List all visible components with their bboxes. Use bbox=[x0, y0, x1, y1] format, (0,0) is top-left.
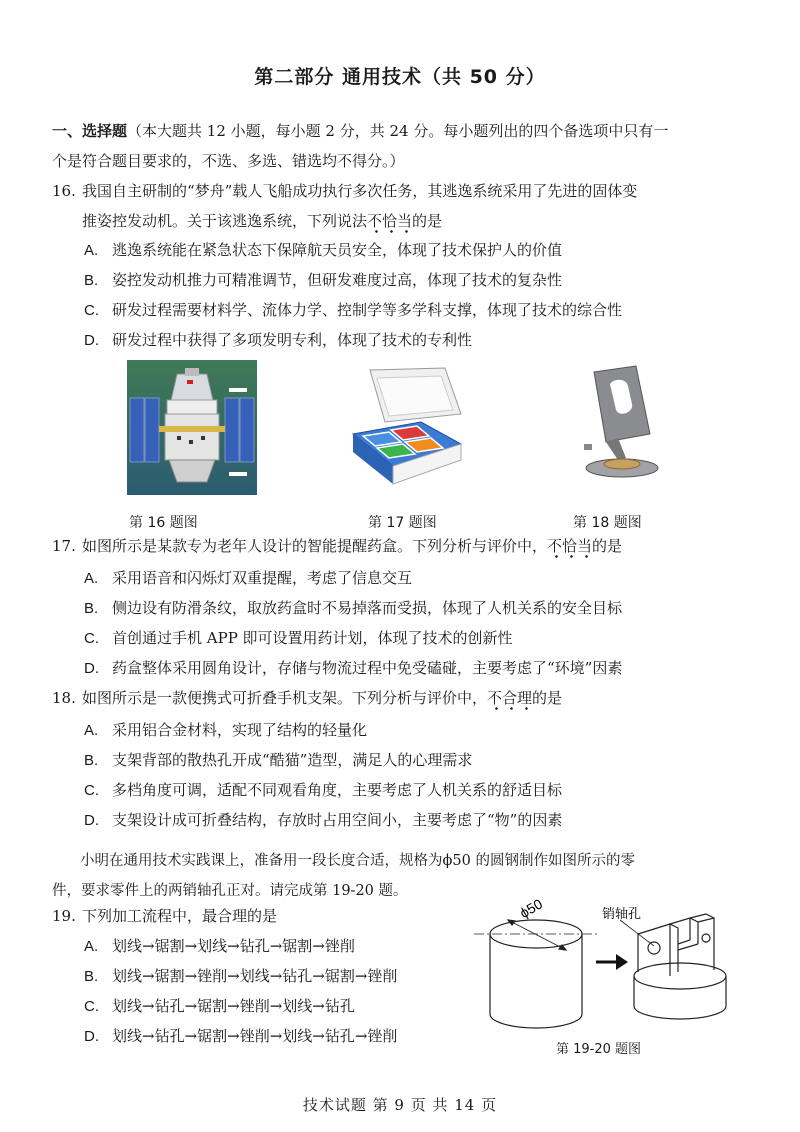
option-17-b[interactable]: B. 侧边设有防滑条纹，取放药盒时不易掉落而受损，体现了人机关系的安全目标 bbox=[84, 599, 623, 617]
option-16-c[interactable]: C. 研发过程需要材料学、流体力学、控制学等多学科支撑，体现了技术的综合性 bbox=[84, 301, 623, 319]
question-18: 18. 如图所示是一款便携式可折叠手机支架。下列分析与评价中，不合理的是 bbox=[52, 683, 752, 713]
question-19-20-intro: 小明在通用技术实践课上，准备用一段长度合适，规格为ϕ50 的圆钢制作如图所示的零 件，要求零件上的两销轴孔正对。请完成第 19-20 题。 bbox=[52, 853, 635, 899]
option-18-c[interactable]: C. 多档角度可调，适配不同观看角度，主要考虑了人机关系的舒适目标 bbox=[84, 781, 563, 799]
question-number: 16. bbox=[52, 182, 76, 200]
option-16-a[interactable]: A. 逃逸系统能在紧急状态下保障航天员安全，体现了技术保护人的价值 bbox=[84, 241, 563, 259]
pill-box-image bbox=[345, 366, 465, 496]
figure-16-caption: 第 16 题图 bbox=[129, 515, 198, 531]
question-number: 17. bbox=[52, 537, 76, 555]
question-number: 18. bbox=[52, 689, 76, 707]
figure-17-caption: 第 17 题图 bbox=[368, 515, 437, 531]
figure-19-20-caption: 第 19-20 题图 bbox=[556, 1042, 642, 1057]
question-19: 19. 下列加工流程中，最合理的是 bbox=[52, 901, 472, 931]
part-drawing bbox=[470, 890, 760, 1050]
figure-18-caption: 第 18 题图 bbox=[573, 515, 642, 531]
option-19-d[interactable]: D. 划线→钻孔→锯割→锉削→划线→钻孔→锉削 bbox=[84, 1027, 398, 1045]
option-18-a[interactable]: A. 采用铝合金材料，实现了结构的轻量化 bbox=[84, 721, 368, 739]
option-16-b[interactable]: B. 姿控发动机推力可精准调节，但研发难度过高，体现了技术的复杂性 bbox=[84, 271, 563, 289]
section-title: 一、选择题 bbox=[52, 122, 128, 140]
emphasis-text: 不恰当 bbox=[547, 537, 593, 555]
option-17-c[interactable]: C. 首创通过手机 APP 即可设置用药计划，体现了技术的创新性 bbox=[84, 629, 513, 647]
diameter-label: ϕ50 bbox=[516, 895, 546, 922]
question-number: 19. bbox=[52, 907, 76, 925]
question-16 bbox=[52, 176, 752, 236]
question-stem-line1: 我国自主研制的“梦舟”载人飞船成功执行多次任务，其逃逸系统采用了先进的固体变 bbox=[82, 182, 638, 200]
option-18-d[interactable]: D. 支架设计成可折叠结构，存放时占用空间小，主要考虑了“物”的因素 bbox=[84, 811, 563, 829]
phone-stand-image bbox=[566, 364, 666, 489]
section-heading bbox=[52, 116, 752, 176]
option-19-c[interactable]: C. 划线→钻孔→锯割→锉削→划线→钻孔 bbox=[84, 997, 355, 1015]
option-19-b[interactable]: B. 划线→锯割→锉削→划线→钻孔→锯割→锉削 bbox=[84, 967, 398, 985]
option-17-d[interactable]: D. 药盒整体采用圆角设计，存储与物流过程中免受磕碰，主要考虑了“环境”因素 bbox=[84, 659, 623, 677]
option-17-a[interactable]: A. 采用语音和闪烁灯双重提醒，考虑了信息交互 bbox=[84, 569, 413, 587]
question-17: 17. 如图所示是某款专为老年人设计的智能提醒药盒。下列分析与评价中，不恰当的是 bbox=[52, 531, 752, 561]
page-title: 第二部分 通用技术（共 50 分） bbox=[254, 66, 546, 88]
emphasis-text: 不恰当 bbox=[367, 212, 413, 230]
section-desc-line2: 个是符合题目要求的，不选、多选、错选均不得分。） bbox=[52, 152, 405, 170]
emphasis-text: 不合理 bbox=[487, 689, 533, 707]
section-desc-line1: （本大题共 12 小题，每小题 2 分，共 24 分。每小题列出的四个备选项中只有一 bbox=[127, 122, 669, 140]
page-footer: 技术试题 第 9 页 共 14 页 bbox=[302, 1096, 498, 1114]
question-stem-line2a: 推姿控发动机。关于该逃逸系统，下列说法 bbox=[82, 212, 368, 230]
option-19-a[interactable]: A. 划线→锯割→划线→钻孔→锯割→锉削 bbox=[84, 937, 355, 955]
option-18-b[interactable]: B. 支架背部的散热孔开成“酷猫”造型，满足人的心理需求 bbox=[84, 751, 473, 769]
question-stem-line2b: 的是 bbox=[412, 212, 443, 230]
option-16-d[interactable]: D. 研发过程中获得了多项发明专利，体现了技术的专利性 bbox=[84, 331, 473, 349]
spacecraft-image bbox=[127, 360, 257, 495]
pin-hole-label: 销轴孔 bbox=[602, 907, 642, 922]
